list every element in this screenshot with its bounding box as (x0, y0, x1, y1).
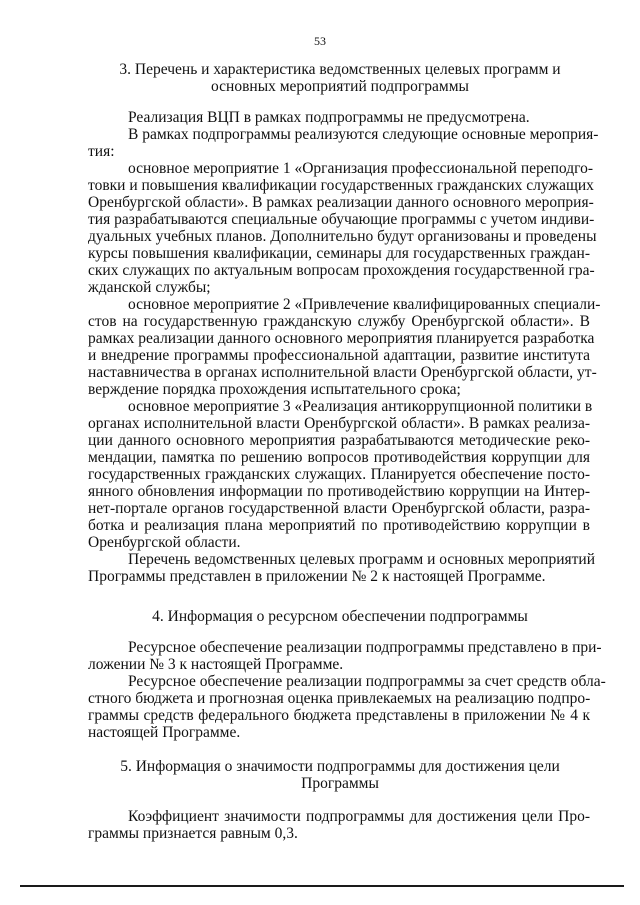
paragraph-line: Ресурсное обеспечение реализации подпрограммы за счет средств обла- (128, 673, 606, 690)
paragraph-line: граммы средств федерального бюджета представлены в приложении № 4 к (88, 707, 590, 724)
paragraph-line: ложении № 3 к настоящей Программе. (88, 656, 344, 673)
paragraph-line: тия: (88, 143, 115, 160)
section-3-title-line-2: основных мероприятий подпрограммы (211, 78, 469, 95)
paragraph-line: В рамках подпрограммы реализуются следующие основные мероприя- (128, 126, 599, 143)
paragraph-line: Оренбургской области. (88, 534, 241, 551)
paragraph-line: ции данного основного мероприятия разрабатываются методические реко- (88, 432, 590, 449)
paragraph-line: граммы признается равным 0,3. (88, 825, 298, 842)
section-5-title-line-1: 5. Информация о значимости подпрограммы для достижения цели (120, 758, 560, 775)
paragraph-line: мендации, памятка по решению вопросов противодействия коррупции для (88, 449, 590, 466)
paragraph-line: государственных гражданских служащих. Планируется обеспечение посто- (88, 466, 590, 483)
paragraph-line: Программы представлен в приложении № 2 к настоящей Программе. (88, 568, 546, 585)
paragraph-line: настоящей Программе. (88, 724, 241, 741)
paragraph-line: ских служащих по актуальным вопросам прохождения государственной гра- (88, 262, 595, 279)
paragraph-line: органах исполнительной власти Оренбургской области». В рамках реализа- (88, 415, 590, 432)
paragraph-line: и внедрение программы профессиональной адаптации, развитие института (88, 347, 590, 364)
paragraph-line: верждение порядка прохождения испытательного срока; (88, 381, 461, 398)
section-3-title-line-1: 3. Перечень и характеристика ведомственных целевых программ и (119, 61, 561, 78)
paragraph-line: Ресурсное обеспечение реализации подпрограммы представлено в при- (128, 639, 602, 656)
paragraph-line: тия разрабатываются специальные обучающие программы с учетом индиви- (88, 211, 595, 228)
paragraph-line: Реализация ВЦП в рамках подпрограммы не предусмотрена. (128, 109, 530, 126)
bottom-divider (20, 885, 624, 887)
paragraph-line: Перечень ведомственных целевых программ и основных мероприятий (128, 551, 595, 568)
paragraph-line: янного обновления информации по противодействию коррупции на Интер- (88, 483, 590, 500)
paragraph-line: курсы повышения квалификации, семинары для государственных граждан- (88, 245, 590, 262)
paragraph-line: стного бюджета и прогнозная оценка привлекаемых на реализацию подпро- (88, 690, 591, 707)
paragraph-line: основное мероприятие 2 «Привлечение квалифицированных специали- (128, 296, 601, 313)
paragraph-line: жданской службы; (88, 279, 211, 296)
paragraph-line: нет-портале органов государственной власти Оренбургской области, разра- (88, 500, 590, 517)
paragraph-line: основное мероприятие 1 «Организация профессиональной переподго- (128, 160, 593, 177)
paragraph-line: ботка и реализация плана мероприятий по противодействию коррупции в (88, 517, 590, 534)
paragraph-line: Коэффициент значимости подпрограммы для достижения цели Про- (128, 808, 590, 825)
paragraph-line: наставничества в органах исполнительной власти Оренбургской области, ут- (88, 364, 597, 381)
paragraph-line: рамках реализации данного основного мероприятия планируется разработка (88, 330, 595, 347)
paragraph-line: дуальных учебных планов. Дополнительно будут организованы и проведены (88, 228, 597, 245)
paragraph-line: стов на государственную гражданскую службу Оренбургской области». В (88, 313, 590, 330)
paragraph-line: Оренбургской области». В рамках реализации данного основного мероприя- (88, 194, 594, 211)
page-number: 53 (314, 34, 326, 48)
section-5-title-line-2: Программы (301, 775, 379, 792)
section-4-title: 4. Информация о ресурсном обеспечении подпрограммы (152, 608, 528, 625)
paragraph-line: основное мероприятие 3 «Реализация антикоррупционной политики в (128, 398, 593, 415)
paragraph-line: товки и повышения квалификации государственных гражданских служащих (88, 177, 594, 194)
